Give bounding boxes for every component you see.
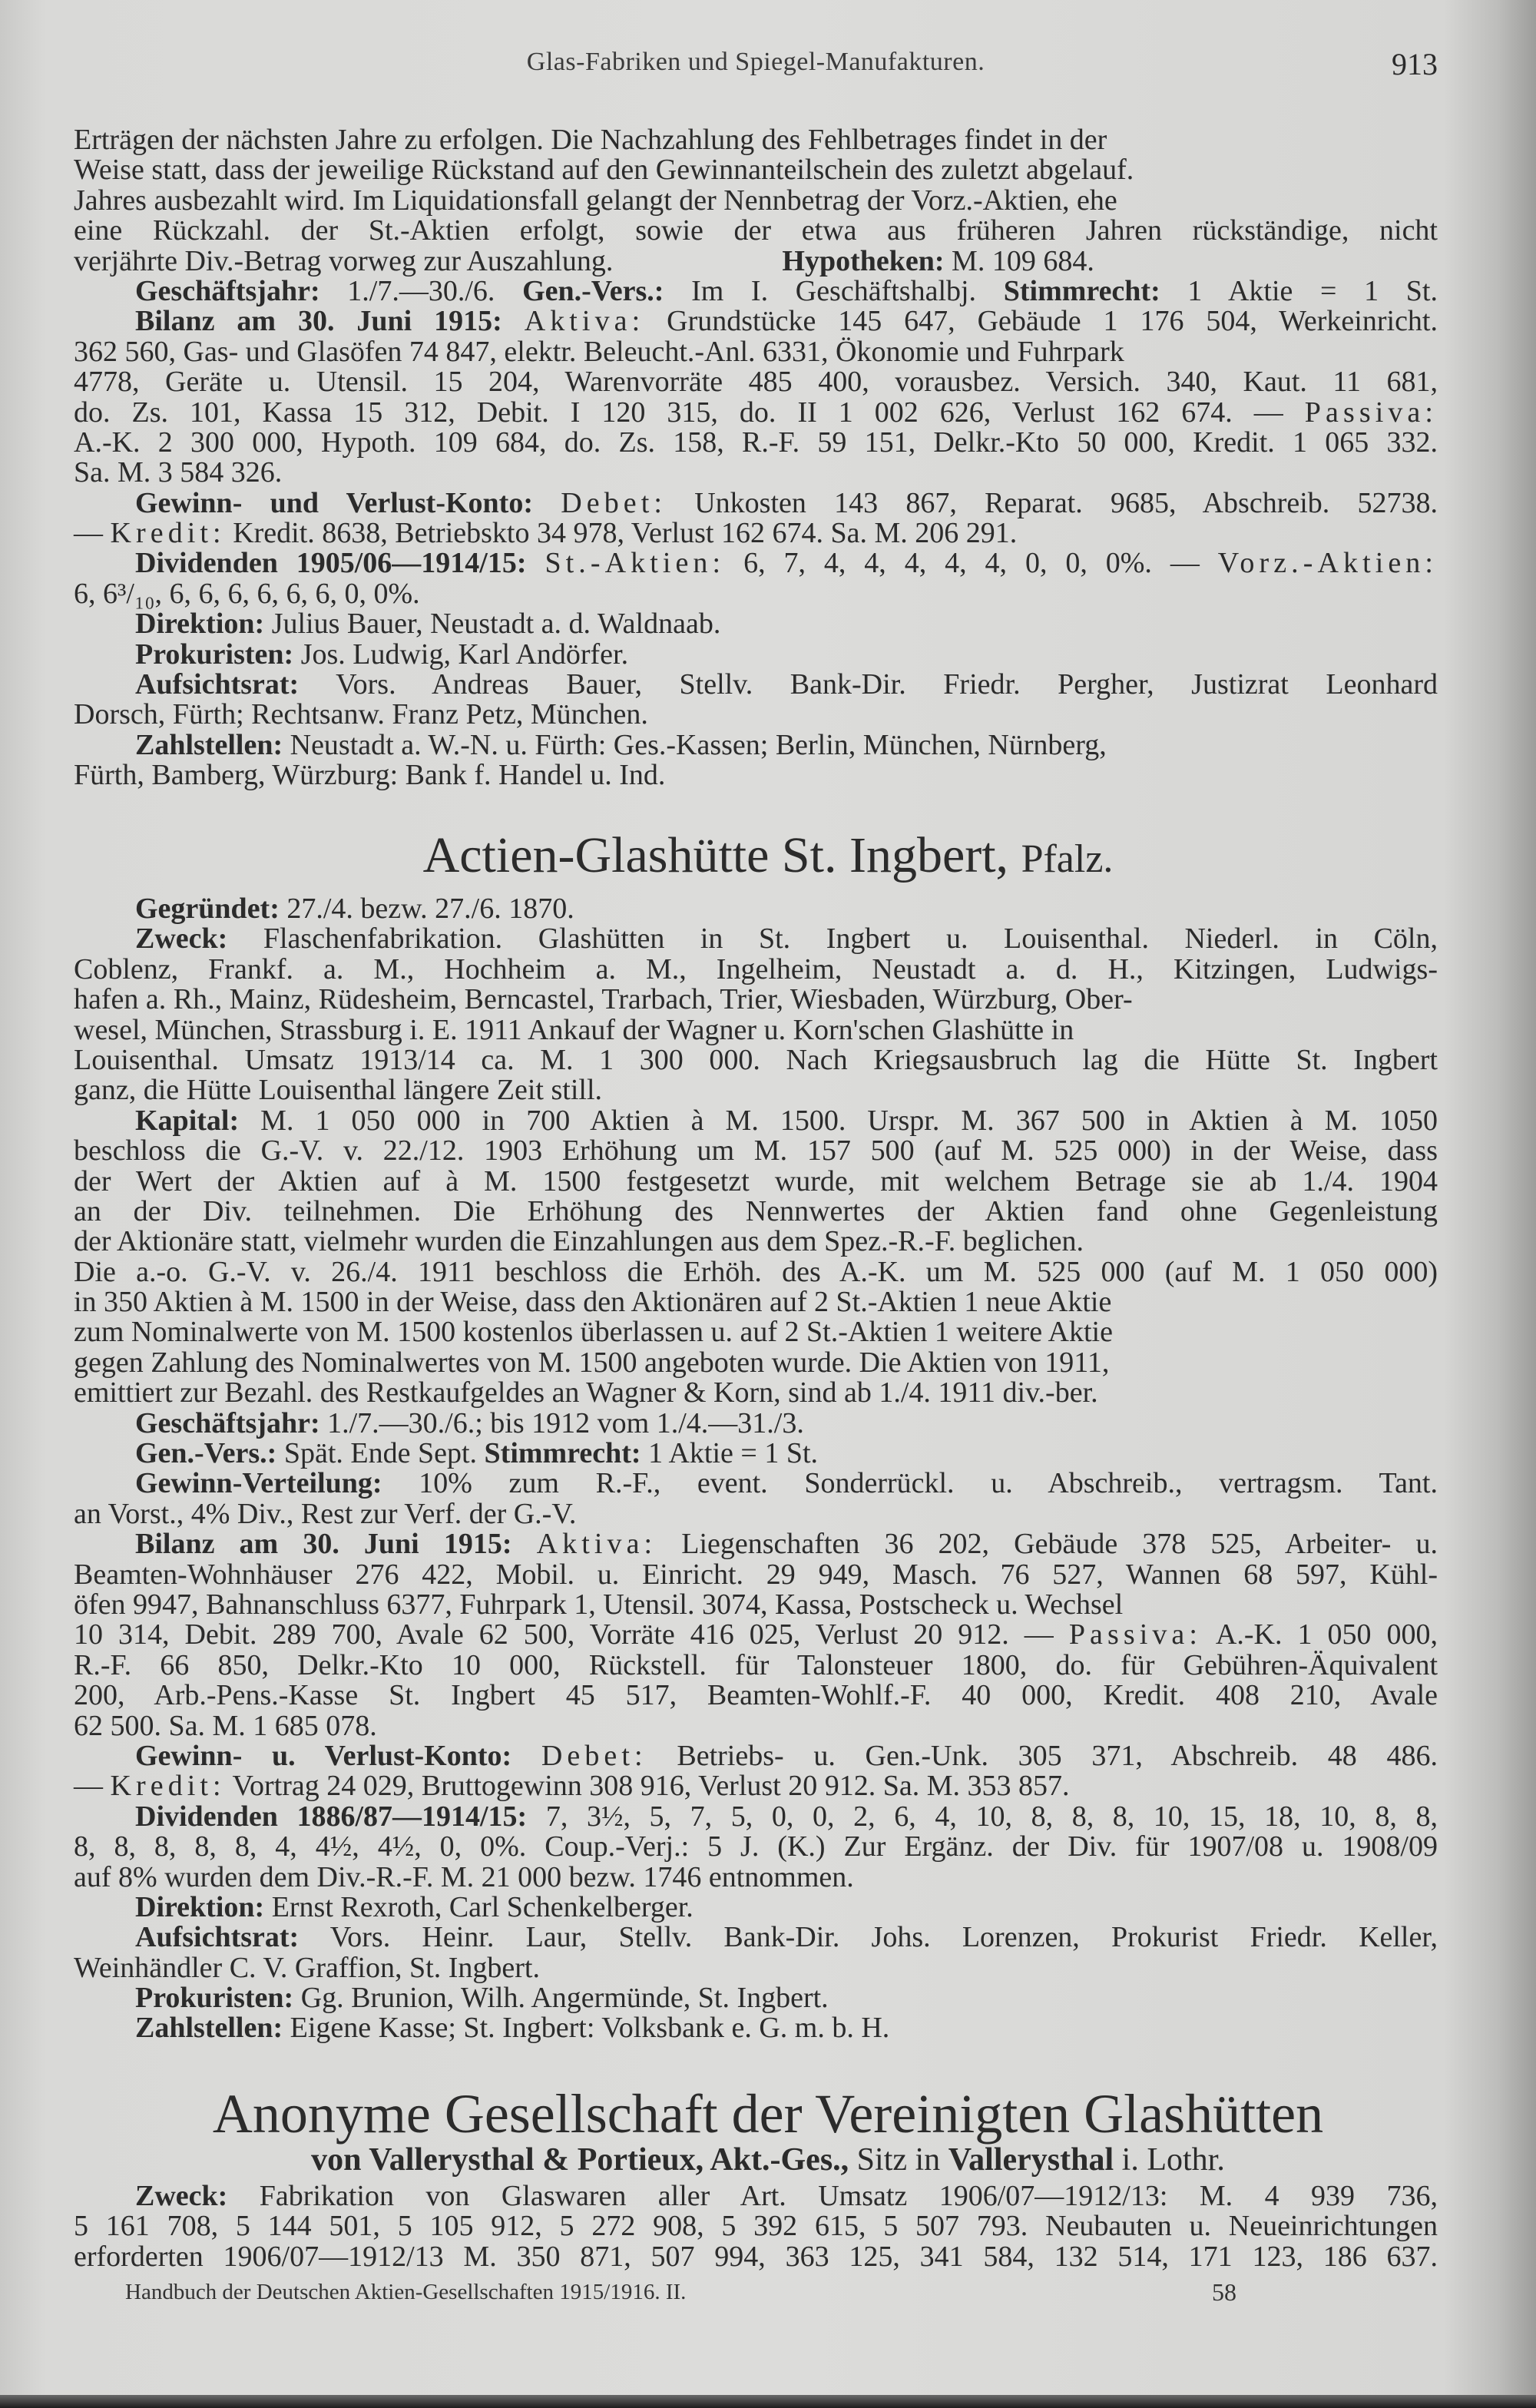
text-line xyxy=(74,730,1438,760)
line-content xyxy=(74,1044,1438,1076)
text: 8, 8, 8, 8, 8, 4, 4½, 4½, 0, 0%. Coup.-Verj.: 5 J. (K.) Zur Ergänz. der Div. für 1907/08 u. 1908/09 xyxy=(74,1830,1438,1863)
line-content xyxy=(74,1256,1438,1288)
line-content xyxy=(135,1467,1438,1499)
text: Gg. Brunion, Wilh. Angermünde, St. Ingbert. xyxy=(293,1982,829,2015)
text-line xyxy=(74,1317,1438,1347)
text: 362 560, Gas- und Glasöfen 74 847, elektr. Beleucht.-Anl. 6331, Ökonomie und Fuhrpark xyxy=(74,335,1124,368)
text-line xyxy=(74,274,1438,307)
line-content xyxy=(74,1649,1438,1681)
entry-vallerysthal xyxy=(74,2181,1438,2272)
line-content xyxy=(135,305,1438,337)
running-title: Glas-Fabriken und Spiegel-Manufakturen. xyxy=(526,48,985,76)
line-content xyxy=(135,1437,818,1469)
line-content xyxy=(74,1558,1438,1591)
text-line xyxy=(74,609,1438,639)
line-content xyxy=(74,456,282,489)
field-label: Bilanz am 30. Juni 1915: xyxy=(135,1528,512,1561)
line-content xyxy=(74,214,1438,247)
spaced-label: St.-Aktien: xyxy=(545,547,726,580)
spaced-label: Debet: xyxy=(561,486,667,519)
text-line xyxy=(74,1106,1438,1136)
field-label: Aufsichtsrat: xyxy=(135,1921,300,1954)
text: 6, 7, 4, 4, 4, 4, 4, 0, 0, 0%. — xyxy=(725,547,1218,580)
text xyxy=(511,1740,541,1772)
line-content xyxy=(74,1195,1438,1227)
spaced-label: Passiva: xyxy=(1068,1618,1203,1651)
text: M. 109 684. xyxy=(944,244,1094,277)
line-content xyxy=(74,1952,540,1984)
text-line xyxy=(74,1590,1438,1620)
text-line xyxy=(74,1890,1438,1923)
heading-suffix: Pfalz. xyxy=(1021,837,1114,881)
footer-title: Handbuch der Deutschen Aktien-Gesellschaften 1915/1916. II. xyxy=(125,2280,687,2304)
field-label: Gewinn-Verteilung: xyxy=(135,1467,382,1500)
line-content xyxy=(74,1588,1123,1621)
field-label: Zweck: xyxy=(135,922,228,956)
text: beschloss die G.-V. v. 22./12. 1903 Erhöhung um M. 157 500 (auf M. 525 000) in der Weise, dass xyxy=(74,1134,1438,1168)
text-line xyxy=(74,894,1438,924)
line-content xyxy=(74,124,1107,156)
line-content xyxy=(74,366,1438,398)
text: Vors. Heinr. Laur, Stellv. Bank-Dir. Johs. Lorenzen, Prokurist Friedr. Keller, xyxy=(299,1921,1438,1954)
field-label: Prokuristen: xyxy=(135,1982,294,2015)
text-line xyxy=(74,1348,1438,1378)
line-content xyxy=(74,578,420,610)
text: Vors. Andreas Bauer, Stellv. Bank-Dir. Friedr. Pergher, Justizrat Leonhard xyxy=(299,668,1438,701)
text-line xyxy=(74,1045,1438,1075)
text-line xyxy=(74,985,1438,1015)
line-content xyxy=(135,893,574,925)
text: M. 1 050 000 in 700 Aktien à M. 1500. Urspr. M. 367 500 in Aktien à M. 1050 xyxy=(239,1104,1438,1137)
text-line xyxy=(74,1164,1438,1197)
page-number: 913 xyxy=(1392,47,1438,81)
text-line xyxy=(74,244,1438,277)
text: zum Nominalwerte von M. 1500 kostenlos überlassen u. auf 2 St.-Aktien 1 weitere Aktie xyxy=(74,1316,1113,1349)
text: Jos. Ludwig, Karl Andörfer. xyxy=(293,638,629,671)
text-line xyxy=(74,186,1438,216)
field-label: Stimmrecht: xyxy=(1003,274,1160,307)
text-line xyxy=(74,398,1438,428)
text-line xyxy=(74,1378,1438,1408)
text: Fürth, Bamberg, Würzburg: Bank f. Handel u. Ind. xyxy=(74,759,666,792)
line-content xyxy=(135,275,1438,307)
line-content xyxy=(74,1679,1438,1711)
company-heading-st-ingbert xyxy=(0,826,1536,889)
field-label: Stimmrecht: xyxy=(484,1437,641,1470)
field-label: Gen.-Vers.: xyxy=(522,274,664,307)
text-line xyxy=(74,458,1438,488)
field-label: Gen.-Vers.: xyxy=(135,1437,277,1470)
text: eine Rückzahl. der St.-Aktien erfolgt, sowie der etwa aus früheren Jahren rückständige, nicht xyxy=(74,214,1438,247)
line-content xyxy=(74,1376,1098,1409)
field-label: von Vallerysthal & Portieux, Akt.-Ges., xyxy=(311,2142,849,2178)
text: Weinhändler C. V. Graffion, St. Ingbert. xyxy=(74,1951,540,1984)
text: 6, 6³/₁₀, 6, 6, 6, 6, 6, 6, 0, 0%. xyxy=(74,577,420,610)
line-content xyxy=(135,2180,1438,2212)
text-line xyxy=(74,155,1438,185)
text-line xyxy=(74,2242,1438,2272)
text: hafen a. Rh., Mainz, Rüdesheim, Berncastel, Trarbach, Trier, Wiesbaden, Würzburg, Ober- xyxy=(74,983,1133,1016)
text: Louisenthal. Umsatz 1913/14 ca. M. 1 300 000. Nach Kriegsausbruch lag die Hütte St. Ingbert xyxy=(74,1043,1438,1076)
line-content xyxy=(135,1105,1438,1137)
line-content xyxy=(74,184,1117,217)
footer-signature: 58 xyxy=(1212,2278,1236,2306)
text-line xyxy=(74,1681,1438,1711)
text: 27./4. bezw. 27./6. 1870. xyxy=(279,893,574,925)
text-line xyxy=(74,1620,1438,1650)
text: Sa. M. 3 584 326. xyxy=(74,456,283,489)
line-content xyxy=(135,1891,694,1923)
text-line xyxy=(74,1771,1438,1801)
page-edge xyxy=(0,2395,1536,2408)
text: 1./7.—30./6. xyxy=(319,274,523,307)
text-line xyxy=(74,1741,1438,1771)
text-line xyxy=(74,1015,1438,1045)
spaced-label: Aktiva: xyxy=(524,305,645,338)
line-content xyxy=(74,1286,1111,1318)
text: i. Lothr. xyxy=(1114,2142,1225,2178)
text: an der Div. teilnehmen. Die Erhöhung des Nennwertes der Aktien fand ohne Gegenleistung xyxy=(74,1194,1438,1227)
line-content xyxy=(74,1134,1438,1167)
text-line xyxy=(74,640,1438,670)
field-label: Gewinn- und Verlust-Konto: xyxy=(135,486,533,519)
text: 1 Aktie = 1 St. xyxy=(641,1437,819,1470)
text: 200, Arb.-Pens.-Kasse St. Ingbert 45 517, Beamten-Wohlf.-F. 40 000, Kredit. 408 210, Avale xyxy=(74,1679,1438,1712)
text: R.-F. 66 850, Delkr.-Kto 10 000, Rückstell. für Talonsteuer 1800, do. für Gebühren-Äquivalent xyxy=(74,1648,1438,1681)
text: Liegenschaften 36 202, Gebäude 378 525, Arbeiter- u. xyxy=(657,1528,1438,1561)
line-content xyxy=(74,983,1133,1015)
text-line xyxy=(74,1287,1438,1317)
line-content xyxy=(135,608,720,640)
field-label: Geschäftsjahr: xyxy=(135,274,320,307)
text: — xyxy=(74,517,111,550)
text-line xyxy=(74,1802,1438,1832)
text xyxy=(502,305,525,337)
text-line xyxy=(74,1469,1438,1499)
line-content xyxy=(135,922,1438,955)
text: 1 Aktie = 1 St. xyxy=(1160,274,1438,307)
text-line xyxy=(74,1136,1438,1166)
line-content xyxy=(74,336,1124,368)
line-content xyxy=(74,154,1134,186)
line-content xyxy=(74,1346,1109,1379)
field-label: Gegründet: xyxy=(135,893,280,925)
heading-main: Actien-Glashütte St. Ingbert, xyxy=(422,827,1021,883)
text: Eigene Kasse; St. Ingbert: Volksbank e. G. m. b. H. xyxy=(283,2012,890,2045)
line-content xyxy=(74,2241,1438,2273)
field-label: Zahlstellen: xyxy=(135,728,283,761)
line-content xyxy=(135,547,1438,579)
text-line xyxy=(74,337,1438,367)
text: Spät. Ende Sept. xyxy=(276,1437,485,1470)
text-line xyxy=(74,1832,1438,1862)
text-line xyxy=(74,1075,1438,1105)
text-line xyxy=(74,1529,1438,1559)
text-line xyxy=(74,2013,1438,2043)
text: — xyxy=(74,1770,111,1803)
line-content xyxy=(74,1830,1438,1863)
field-label: Zahlstellen: xyxy=(135,2012,283,2045)
line-content xyxy=(135,1982,829,2014)
spaced-label: Debet: xyxy=(541,1739,647,1772)
text: an Vorst., 4% Div., Rest zur Verf. der G.-V. xyxy=(74,1497,577,1530)
text: Unkosten 143 867, Reparat. 9685, Abschreib. 52738. xyxy=(667,486,1438,519)
text: Julius Bauer, Neustadt a. d. Waldnaab. xyxy=(264,608,721,641)
text-line xyxy=(74,306,1438,336)
text: Ernst Rexroth, Carl Schenkelberger. xyxy=(264,1890,694,1923)
spaced-label: Vorz.-Aktien: xyxy=(1217,547,1438,580)
text: do. Zs. 101, Kassa 15 312, Debit. I 120 315, do. II 1 002 626, Verlust 162 674. — xyxy=(74,396,1305,429)
text xyxy=(527,547,545,579)
line-content xyxy=(74,1316,1113,1348)
line-content xyxy=(135,1407,804,1439)
text-line xyxy=(74,924,1438,954)
text-line xyxy=(74,670,1438,700)
text: Kredit. 8638, Betriebskto 34 978, Verlust 162 674. Sa. M. 206 291. xyxy=(225,517,1018,550)
company-heading-vallerysthal: Anonyme Gesellschaft der Vereinigten Glashütten xyxy=(212,2083,1324,2145)
text: Neustadt a. W.-N. u. Fürth: Ges.-Kassen; Berlin, München, Nürnberg, xyxy=(283,728,1107,761)
text-line xyxy=(74,1439,1438,1469)
line-content xyxy=(74,759,665,791)
line-content xyxy=(74,517,1017,549)
text-line xyxy=(74,1227,1438,1257)
field-label: Bilanz am 30. Juni 1915: xyxy=(135,305,502,338)
text: 10 314, Debit. 289 700, Avale 62 500, Vorräte 416 025, Verlust 20 912. — xyxy=(74,1618,1069,1651)
text xyxy=(533,487,561,519)
text-line xyxy=(74,1711,1438,1741)
text-line xyxy=(74,1406,1438,1439)
field-label: Hypotheken: xyxy=(782,244,945,277)
line-content xyxy=(135,729,1107,761)
text: Jahres ausbezahlt wird. Im Liquidationsfall gelangt der Nennbetrag der Vorz.-Aktien, ehe xyxy=(74,184,1117,217)
line-content xyxy=(135,1740,1438,1772)
text: 7, 3½, 5, 7, 5, 0, 0, 2, 6, 4, 10, 8, 8, 8, 10, 15, 18, 10, 8, 8, xyxy=(527,1800,1438,1833)
spaced-label: Passiva: xyxy=(1304,396,1438,429)
line-content xyxy=(74,1165,1438,1197)
field-label: Zweck: xyxy=(135,2180,228,2212)
line-content xyxy=(135,1921,1438,1953)
text: in 350 Aktien à M. 1500 in der Weise, dass den Aktionären auf 2 St.-Aktien 1 neue Aktie xyxy=(74,1286,1112,1319)
text-line xyxy=(74,1923,1438,1953)
text: Beamten-Wohnhäuser 276 422, Mobil. u. Einricht. 29 949, Masch. 76 527, Wannen 68 597, Kühl- xyxy=(74,1558,1438,1591)
line-content xyxy=(74,1225,1084,1257)
field-label: Gewinn- u. Verlust-Konto: xyxy=(135,1739,512,1772)
line-content xyxy=(74,1618,1438,1651)
text: Dorsch, Fürth; Rechtsanw. Franz Petz, München. xyxy=(74,698,648,731)
field-label: Dividenden 1886/87—1914/15: xyxy=(135,1800,528,1833)
line-content xyxy=(74,1074,602,1106)
field-label: Direktion: xyxy=(135,1890,265,1923)
line-content xyxy=(74,396,1438,429)
line-content xyxy=(74,953,1438,985)
text-line xyxy=(74,2181,1438,2211)
text-line xyxy=(74,1648,1438,1681)
spaced-label: Kredit: xyxy=(110,517,226,550)
text-line xyxy=(74,216,1438,246)
text: A.-K. 1 050 000, xyxy=(1202,1618,1438,1651)
text: Vortrag 24 029, Bruttogewinn 308 916, Verlust 20 912. Sa. M. 353 857. xyxy=(225,1770,1070,1803)
text xyxy=(512,1528,537,1560)
line-content xyxy=(74,1861,854,1893)
line-content xyxy=(74,245,1094,277)
running-head xyxy=(74,48,1438,81)
text: Fabrikation von Glaswaren aller Art. Umsatz 1906/07—1912/13: M. 4 939 736, xyxy=(227,2180,1438,2212)
line-content xyxy=(135,1528,1438,1560)
line-content xyxy=(135,1800,1438,1833)
text-line xyxy=(74,367,1438,397)
text: Im I. Geschäftshalbj. xyxy=(664,274,1004,307)
line-content xyxy=(135,487,1438,519)
text: 4778, Geräte u. Utensil. 15 204, Warenvorräte 485 400, vorausbez. Versich. 340, Kaut. 11 681, xyxy=(74,366,1438,399)
text: Flaschenfabrikation. Glashütten in St. Ingbert u. Louisenthal. Niederl. in Cöln, xyxy=(227,922,1438,956)
field-label: Vallerysthal xyxy=(948,2142,1114,2178)
line-content xyxy=(135,668,1438,701)
text-line xyxy=(74,548,1438,578)
line-content xyxy=(135,2012,889,2044)
field-label: Geschäftsjahr: xyxy=(135,1406,320,1439)
field-label: Direktion: xyxy=(135,608,265,641)
company-subheading-vallerysthal xyxy=(0,2141,1536,2178)
text-line xyxy=(74,486,1438,519)
text: Die a.-o. G.-V. v. 26./4. 1911 beschloss die Erhöh. des A.-K. um M. 525 000 (auf M. 1 050 000) xyxy=(74,1255,1438,1288)
field-label: Aufsichtsrat: xyxy=(135,668,300,701)
text: 5 161 708, 5 144 501, 5 105 912, 5 272 908, 5 392 615, 5 507 793. Neubauten u. Neueinrichtungen xyxy=(74,2210,1438,2243)
entry-st-ingbert xyxy=(74,894,1438,2044)
text: Grundstücke 145 647, Gebäude 1 176 504, Werkeinricht. xyxy=(644,305,1438,338)
line-content xyxy=(74,426,1438,459)
text: wesel, München, Strassburg i. E. 1911 Ankauf der Wagner u. Korn'schen Glashütte in xyxy=(74,1013,1074,1046)
text-line xyxy=(74,952,1438,985)
text: Sitz in xyxy=(849,2142,948,2178)
text: emittiert zur Bezahl. des Restkaufgeldes an Wagner & Korn, sind ab 1./4. 1911 div.-ber. xyxy=(74,1376,1098,1409)
text: A.-K. 2 300 000, Hypoth. 109 684, do. Zs. 158, R.-F. 59 151, Delkr.-Kto 50 000, Kredit. 1 065 332. xyxy=(74,426,1438,459)
text-line xyxy=(74,700,1438,730)
text-line xyxy=(74,1953,1438,1983)
text-line xyxy=(74,1560,1438,1590)
text-line xyxy=(74,1499,1438,1529)
text-line xyxy=(74,1860,1438,1893)
line-content xyxy=(74,1710,377,1742)
text: ganz, die Hütte Louisenthal längere Zeit still. xyxy=(74,1074,603,1107)
text: Erträgen der nächsten Jahre zu erfolgen. Die Nachzahlung des Fehlbetrages findet in der xyxy=(74,124,1107,156)
text-line xyxy=(74,1257,1438,1287)
text: der Aktionäre statt, vielmehr wurden die Einzahlungen aus dem Spez.-R.-F. beglichen. xyxy=(74,1225,1084,1258)
line-content xyxy=(74,1014,1074,1046)
text: 62 500. Sa. M. 1 685 078. xyxy=(74,1709,377,1742)
line-content xyxy=(74,2210,1438,2242)
text: gegen Zahlung des Nominalwertes von M. 1500 angeboten wurde. Die Aktien von 1911, xyxy=(74,1346,1110,1379)
spaced-label: Kredit: xyxy=(110,1770,226,1803)
line-content xyxy=(74,1498,576,1530)
text: erforderten 1906/07—1912/13 M. 350 871, 507 994, 363 125, 341 584, 132 514, 171 123, 186 637. xyxy=(74,2240,1438,2273)
line-content xyxy=(135,638,628,671)
text: der Wert der Aktien auf à M. 1500 festgesetzt wurde, mit welchem Betrage sie ab 1./4. 1904 xyxy=(74,1164,1438,1197)
text-line xyxy=(74,579,1438,609)
spaced-label: Aktiva: xyxy=(536,1528,657,1561)
text-line xyxy=(74,2211,1438,2241)
text: 1./7.—30./6.; bis 1912 vom 1./4.—31./3. xyxy=(319,1406,804,1439)
line-content xyxy=(74,698,648,730)
text-line xyxy=(74,1983,1438,2013)
text: verjährte Div.-Betrag vorweg zur Auszahlung. xyxy=(74,244,614,277)
text: 10% zum R.-F., event. Sonderrückl. u. Abschreib., vertragsm. Tant. xyxy=(382,1467,1438,1500)
text-line xyxy=(74,518,1438,548)
text-line xyxy=(74,1194,1438,1227)
text: öfen 9947, Bahnanschluss 6377, Fuhrpark 1, Utensil. 3074, Kassa, Postscheck u. Wechsel xyxy=(74,1588,1124,1621)
field-label: Kapital: xyxy=(135,1104,240,1137)
text: Weise statt, dass der jeweilige Rückstand auf den Gewinnanteilschein des zuletzt abgelauf. xyxy=(74,154,1134,187)
text: Betriebs- u. Gen.-Unk. 305 371, Abschreib. 48 486. xyxy=(647,1739,1438,1772)
field-label: Prokuristen: xyxy=(135,638,294,671)
text-line xyxy=(74,428,1438,458)
field-label: Dividenden 1905/06—1914/15: xyxy=(135,547,527,580)
text: Coblenz, Frankf. a. M., Hochheim a. M., Ingelheim, Neustadt a. d. H., Kitzingen, Ludwigs- xyxy=(74,952,1438,985)
text: auf 8% wurden dem Div.-R.-F. M. 21 000 bezw. 1746 entnommen. xyxy=(74,1860,854,1893)
entry-continued xyxy=(74,125,1438,791)
text-line xyxy=(74,760,1438,790)
line-content xyxy=(74,1770,1070,1802)
text-line xyxy=(74,125,1438,155)
